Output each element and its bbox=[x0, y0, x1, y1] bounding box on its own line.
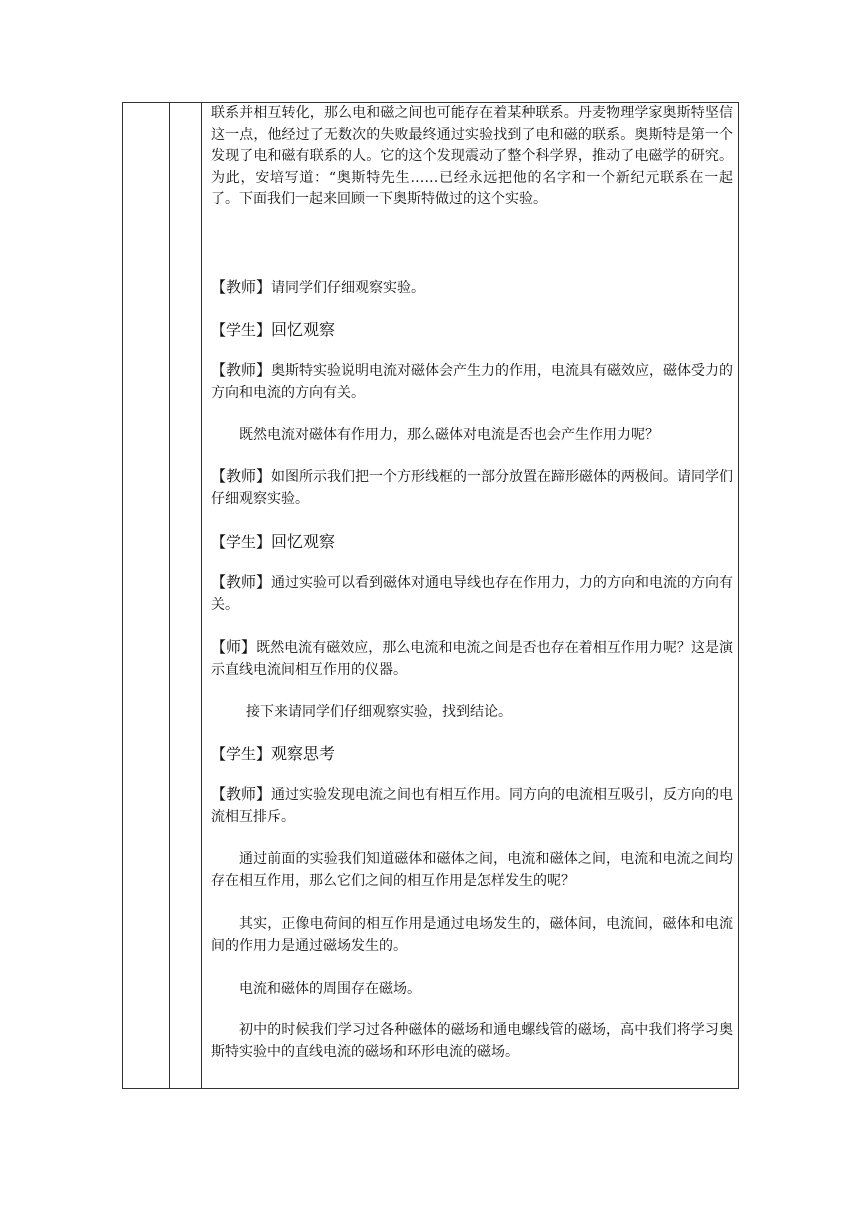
paragraph-question-1: 既然电流对磁体有作用力，那么磁体对电流是否也会产生作用力呢？ bbox=[239, 427, 659, 443]
paragraph-summary-1: 通过前面的实验我们知道磁体和磁体之间，电流和磁体之间，电流和电流之间均存在相互作用，那么它们之间的相互作用是怎样发生的呢？ bbox=[211, 851, 733, 889]
paragraph-instruction: 接下来请同学们仔细观察实验，找到结论。 bbox=[246, 704, 512, 720]
paragraph-teacher-3: 【教师】如图所示我们把一个方形线框的一部分放置在蹄形磁体的两极间。请同学们仔细观察实验。 bbox=[211, 467, 734, 507]
speaker-tag: 【教师】 bbox=[211, 467, 272, 485]
column-divider-2 bbox=[201, 103, 202, 1088]
paragraph-teacher-4: 【教师】通过实验可以看到磁体对通电导线也存在作用力，力的方向和电流的方向有关。 bbox=[211, 573, 734, 613]
paragraph-summary-4: 初中的时候我们学习过各种磁体的磁场和通电螺线管的磁场，高中我们将学习奥斯特实验中的直线电流的磁场和环形电流的磁场。 bbox=[211, 1022, 733, 1060]
paragraph-student-3: 【学生】观察思考 bbox=[211, 744, 336, 763]
column-divider-1 bbox=[169, 103, 170, 1088]
paragraph-teacher-1: 【教师】请同学们仔细观察实验。 bbox=[211, 278, 426, 296]
paragraph-intro: 联系并相互转化，那么电和磁之间也可能存在着某种联系。丹麦物理学家奥斯特坚信这一点，他经过了无数次的失败最终通过实验找到了电和磁的联系。奥斯特是第一个发现了电和磁有联系的人。它的这个发现震动了整个科学界，推动了电磁学的研究。为此，安培写道：“奥斯特先生……已经永远把他的名字和一个新纪元联系在一起了。下面我们一起来回顾一下奥斯特做过的这个实验。 bbox=[211, 105, 733, 207]
speaker-tag: 【教师】 bbox=[211, 573, 272, 591]
paragraph-teacher-2: 【教师】奥斯特实验说明电流对磁体会产生力的作用，电流具有磁效应，磁体受力的方向和电流的方向有关。 bbox=[211, 361, 734, 401]
paragraph-teacher-5: 【师】既然电流有磁效应，那么电流和电流之间是否也存在着相互作用力呢？这是演示直线电流间相互作用的仪器。 bbox=[211, 638, 733, 678]
speaker-tag: 【学生】 bbox=[211, 321, 272, 339]
lesson-table bbox=[122, 102, 739, 1089]
paragraph-student-2: 【学生】回忆观察 bbox=[211, 532, 336, 551]
paragraph-teacher-6: 【教师】通过实验发现电流之间也有相互作用。同方向的电流相互吸引，反方向的电流相互排斥。 bbox=[211, 785, 734, 825]
speaker-tag: 【教师】 bbox=[211, 361, 272, 379]
paragraph-student-1: 【学生】回忆观察 bbox=[211, 320, 336, 339]
speaker-tag: 【教师】 bbox=[211, 278, 272, 296]
paragraph-summary-3: 电流和磁体的周围存在磁场。 bbox=[239, 981, 421, 997]
speaker-tag: 【教师】 bbox=[211, 785, 272, 803]
speaker-tag: 【师】 bbox=[211, 638, 257, 656]
speaker-tag: 【学生】 bbox=[211, 745, 272, 763]
paragraph-summary-2: 其实，正像电荷间的相互作用是通过电场发生的，磁体间，电流间，磁体和电流间的作用力是通过磁场发生的。 bbox=[211, 916, 733, 954]
speaker-tag: 【学生】 bbox=[211, 533, 272, 551]
